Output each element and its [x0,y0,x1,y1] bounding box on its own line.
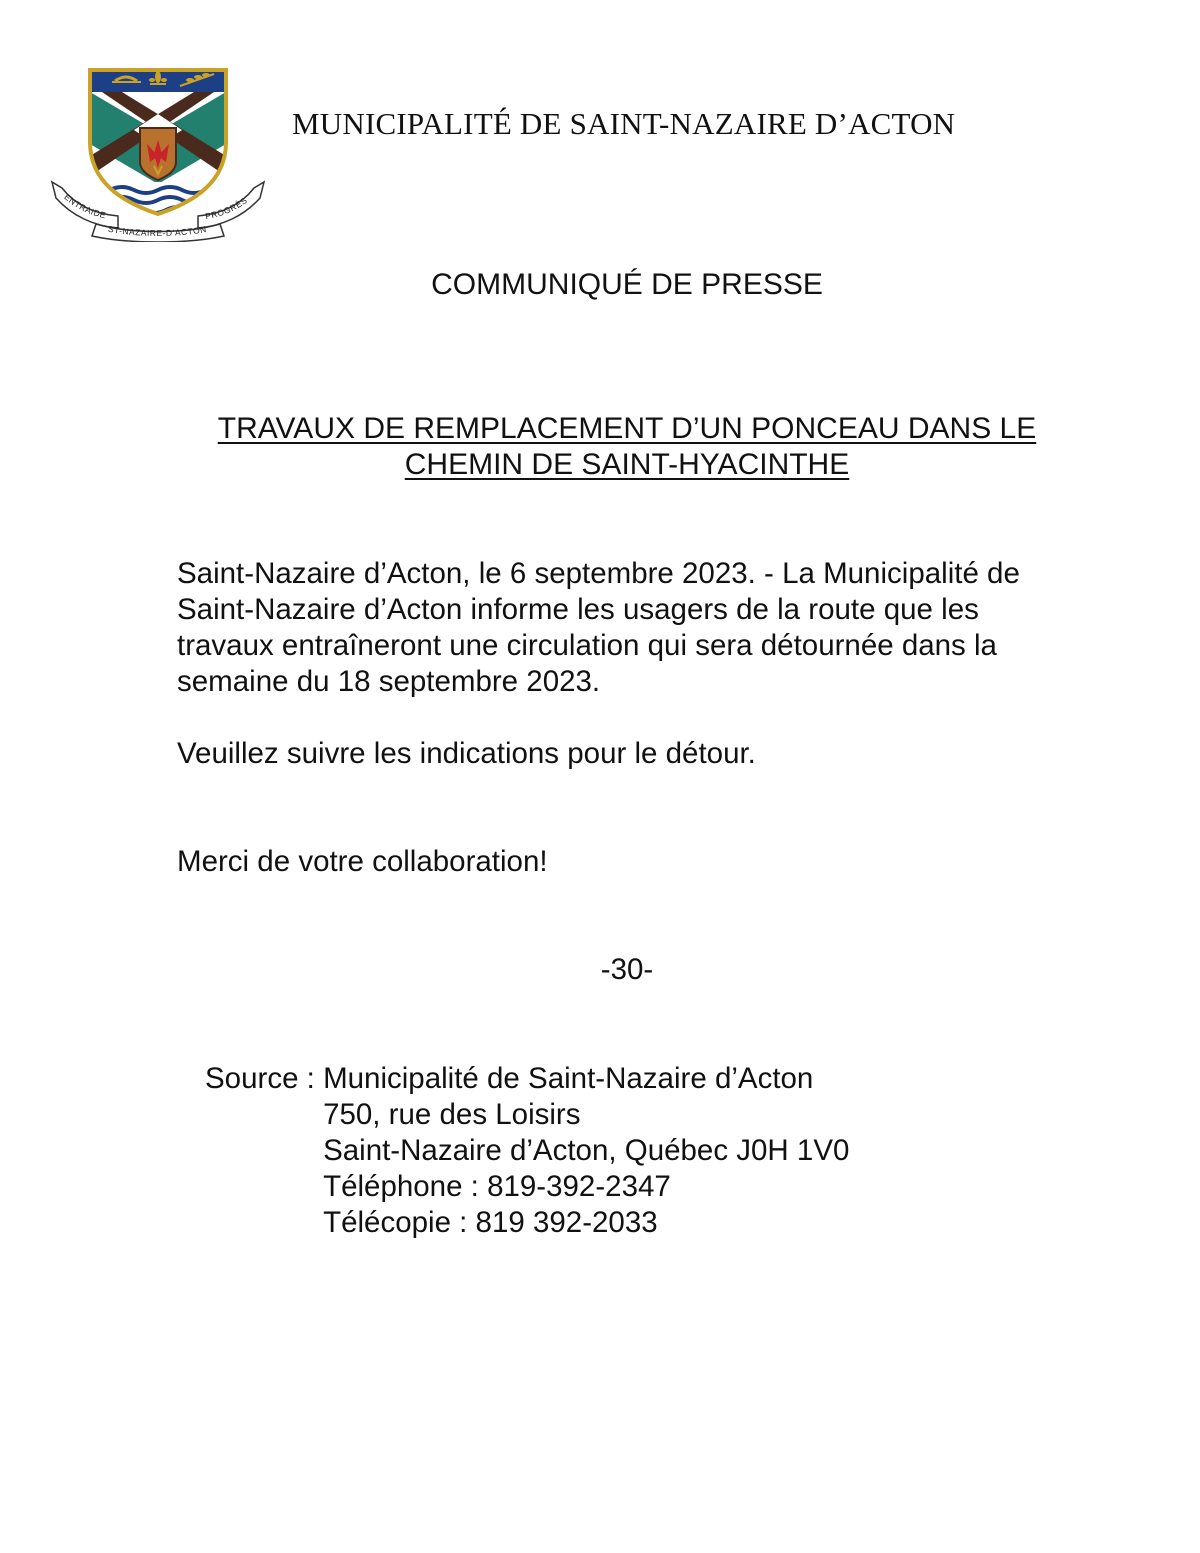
source-block [205,1061,849,1241]
crest-motto-bottom: ST-NAZAIRE-D’ACTON [107,223,208,239]
source-label: Source : [205,1062,324,1095]
press-release-headline [180,411,1074,483]
headline-line-1: TRAVAUX DE REMPLACEMENT D’UN PONCEAU DANS LE [217,412,1037,445]
intro-paragraph: Saint-Nazaire d’Acton, le 6 septembre 2023. - La Municipalité de Saint-Nazaire d’Acton informe les usagers de la route que les travaux entraîneront une circulation qui sera détournée dans la semaine du 18 septembre 2023. [177,557,1020,698]
municipal-crest-logo [50,64,266,242]
thanks-paragraph: Merci de votre collaboration! [177,845,548,878]
headline-line-2: CHEMIN DE SAINT-HYACINTHE [404,448,850,481]
document-type-title: COMMUNIQUÉ DE PRESSE [431,268,823,301]
source-organization: Municipalité de Saint-Nazaire d’Acton [323,1062,814,1095]
source-street-address: 750, rue des Loisirs [323,1098,581,1131]
detour-paragraph: Veuillez suivre les indications pour le détour. [177,737,756,770]
source-city-address: Saint-Nazaire d’Acton, Québec J0H 1V0 [323,1134,850,1167]
source-fax: Télécopie : 819 392-2033 [323,1206,658,1239]
end-mark: -30- [600,953,654,986]
municipality-name: MUNICIPALITÉ DE SAINT-NAZAIRE D’ACTON [292,106,956,141]
source-telephone: Téléphone : 819-392-2347 [323,1170,671,1203]
crest-motto-right: PROGRÈS [204,195,250,222]
crest-motto-left: ENTRAIDE [62,191,108,221]
source-contact-lines [323,1061,849,1241]
